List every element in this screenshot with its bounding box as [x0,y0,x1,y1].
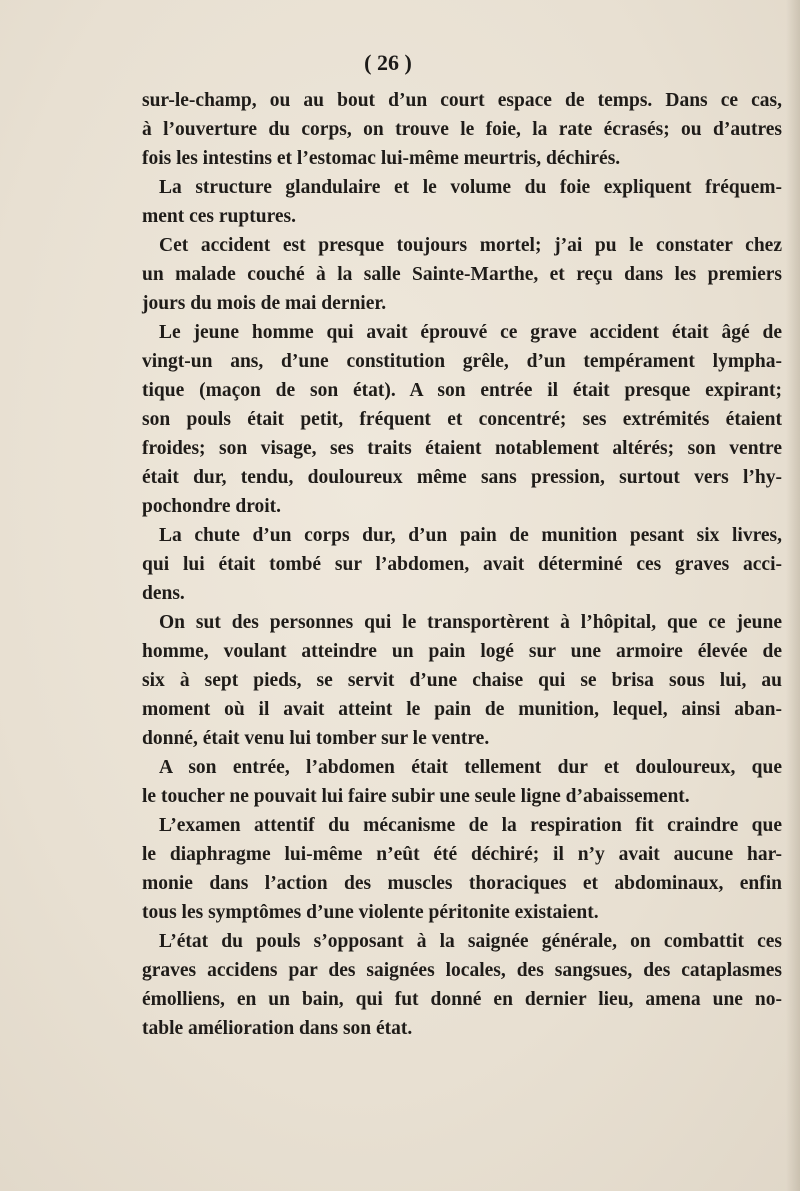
text-line: donné, était venu lui tomber sur le ventre. [142,728,490,749]
text-line: était dur, tendu, douloureux même sans pression, surtout vers l’hy- [142,467,782,488]
text-line: son pouls était petit, fréquent et concentré; ses extrémités étaient [142,409,782,430]
text-line: à l’ouverture du corps, on trouve le foie, la rate écrasés; ou d’autres [142,119,782,140]
text-line: table amélioration dans son état. [142,1018,413,1039]
text-line: tous les symptômes d’une violente péritonite existaient. [142,902,599,923]
page-number: ( 26 ) [364,50,412,75]
text-line: L’examen attentif du mécanisme de la respiration fit craindre que [159,815,782,836]
text-line: dens. [142,583,185,604]
text-line: moment où il avait atteint le pain de munition, lequel, ainsi aban- [142,699,782,720]
text-line: ment ces ruptures. [142,206,296,227]
text-line: qui lui était tombé sur l’abdomen, avait déterminé ces graves acci- [142,554,782,575]
text-line: Le jeune homme qui avait éprouvé ce grave accident était âgé de [159,322,782,343]
text-line: La chute d’un corps dur, d’un pain de munition pesant six livres, [159,525,782,546]
text-line: un malade couché à la salle Sainte-Marthe, et reçu dans les premiers [142,264,782,285]
text-line: fois les intestins et l’estomac lui-même meurtris, déchirés. [142,148,621,169]
text-line: le diaphragme lui-même n’eût été déchiré; il n’y avait aucune har- [142,844,782,865]
text-line: Cet accident est presque toujours mortel; j’ai pu le constater chez [159,235,782,256]
text-line: pochondre droit. [142,496,282,517]
text-line: graves accidens par des saignées locales, des sangsues, des cataplasmes [142,960,782,981]
text-line: A son entrée, l’abdomen était tellement dur et douloureux, que [159,757,782,778]
text-line: froides; son visage, ses traits étaient notablement altérés; son ventre [142,438,782,459]
text-line: homme, voulant atteindre un pain logé sur une armoire élevée de [142,641,782,662]
text-line: jours du mois de mai dernier. [142,293,387,314]
text-line: On sut des personnes qui le transportèrent à l’hôpital, que ce jeune [159,612,782,633]
text-line: émolliens, en un bain, qui fut donné en dernier lieu, amena une no- [142,989,782,1010]
text-line: tique (maçon de son état). A son entrée il était presque expirant; [142,380,782,401]
text-line: le toucher ne pouvait lui faire subir une seule ligne d’abaissement. [142,786,690,807]
body-text [142,86,782,1043]
text-line: sur-le-champ, ou au bout d’un court espace de temps. Dans ce cas, [142,90,782,111]
text-line: La structure glandulaire et le volume du foie expliquent fréquem- [159,177,782,198]
text-line: L’état du pouls s’opposant à la saignée générale, on combattit ces [159,931,782,952]
text-line: six à sept pieds, se servit d’une chaise qui se brisa sous lui, au [142,670,782,691]
text-line: monie dans l’action des muscles thoraciques et abdominaux, enfin [142,873,782,894]
page-edge-shadow [786,0,800,1191]
text-line: vingt-un ans, d’une constitution grêle, d’un tempérament lympha- [142,351,782,372]
